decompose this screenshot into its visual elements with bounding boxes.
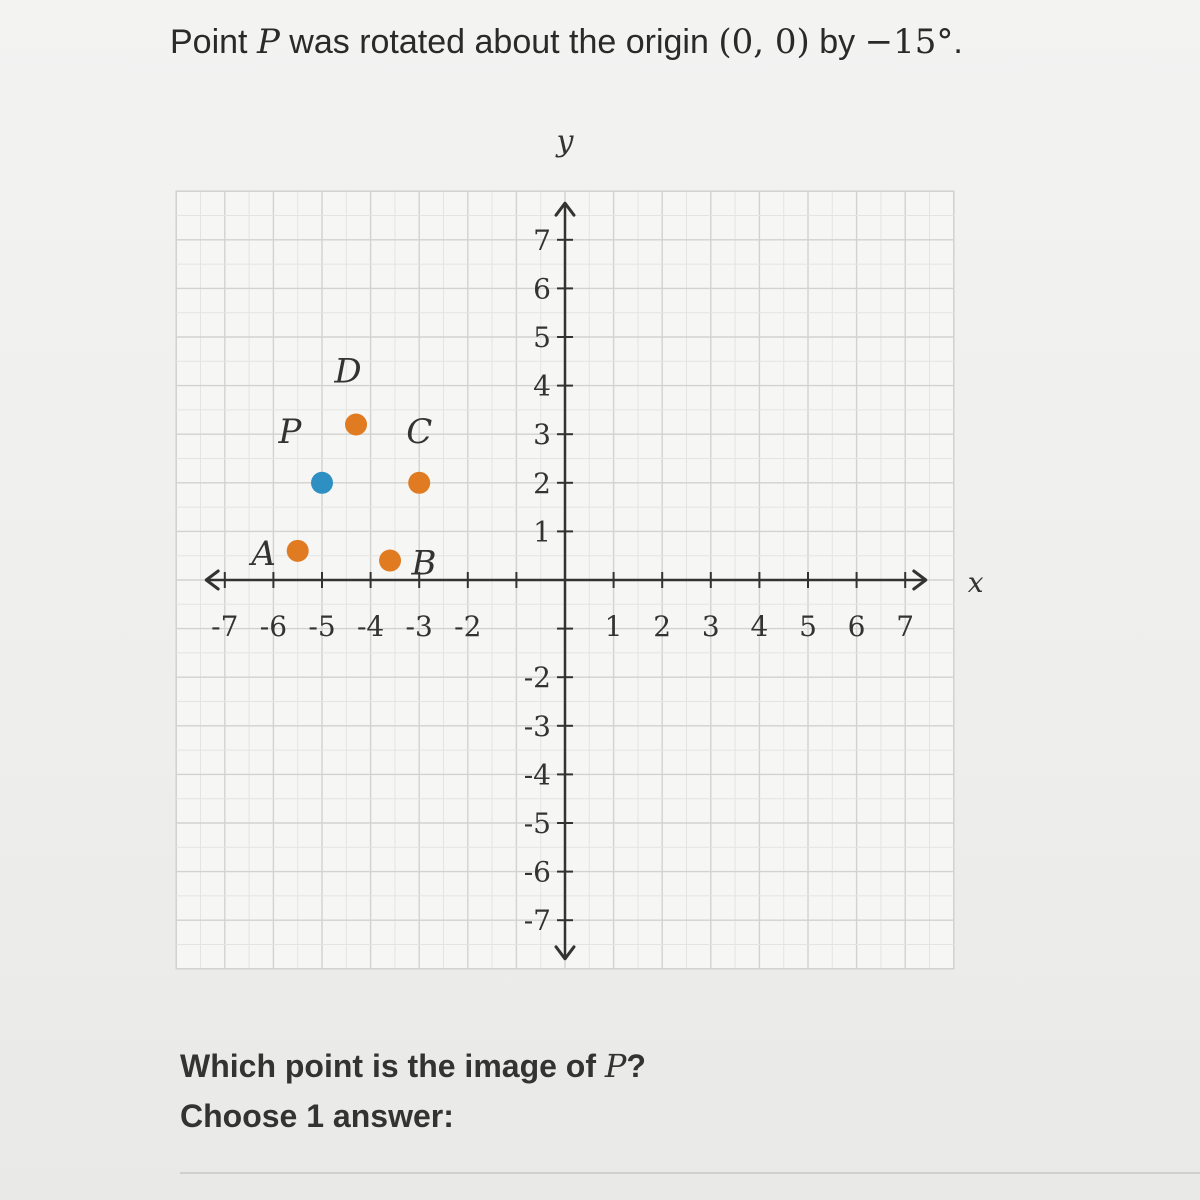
coordinate-plane [150,120,1010,990]
question-middle: was rotated about the origin [279,23,719,61]
x-tick-label: 6 [847,610,866,643]
point-a [287,540,309,562]
x-tick-label: -7 [211,610,239,643]
y-tick-label: 3 [533,418,551,452]
x-tick-label: 7 [896,610,915,643]
x-tick-label: 2 [653,610,672,643]
question-angle: −15° [864,22,954,62]
coordinate-plane-svg [150,120,1010,990]
y-tick-label: 6 [533,272,551,306]
point-label-c: C [406,411,433,452]
x-tick-label: 5 [799,610,817,643]
prompt-point-name: P [604,1047,627,1085]
divider [180,1172,1200,1174]
answer-prompt [180,1042,646,1090]
point-label-p: P [278,411,302,452]
y-tick-label: -3 [523,709,551,743]
y-tick-label: 2 [533,466,551,500]
point-p [311,472,333,494]
y-tick-label: -4 [523,758,551,792]
y-tick-label: -6 [523,855,551,889]
y-axis-label: y [556,124,574,160]
point-d [345,413,367,435]
point-label-a: A [251,533,276,574]
point-label-b: B [411,543,437,584]
question-prefix: Point [170,23,257,61]
y-tick-label: 5 [533,321,551,354]
x-tick-label: -6 [259,610,288,643]
point-c [408,472,430,494]
point-label-d: D [334,351,362,392]
y-tick-label: -7 [523,904,551,938]
y-tick-label: -2 [523,661,551,695]
y-tick-label: -5 [523,807,551,840]
x-tick-label: -2 [454,610,482,643]
x-tick-label: -3 [405,610,433,643]
question-by: by [809,23,865,61]
question-origin: (0, 0) [718,22,810,62]
x-axis-label: x [967,566,984,599]
y-tick-label: 7 [533,223,551,257]
prompt-suffix: ? [626,1048,646,1084]
question-point-name: P [256,22,280,62]
point-b [379,550,401,572]
question-suffix: . [953,23,963,61]
choose-answer-label: Choose 1 answer: [180,1098,454,1134]
x-tick-label: -5 [308,610,336,643]
y-tick-label: 1 [533,515,551,549]
y-tick-label: 4 [533,369,551,403]
x-tick-label: -4 [356,610,385,643]
x-tick-label: 1 [604,610,623,643]
question-text [170,18,963,66]
x-tick-label: 4 [750,610,769,643]
prompt-prefix: Which point is the image of [180,1048,605,1084]
x-tick-label: 3 [701,610,720,643]
